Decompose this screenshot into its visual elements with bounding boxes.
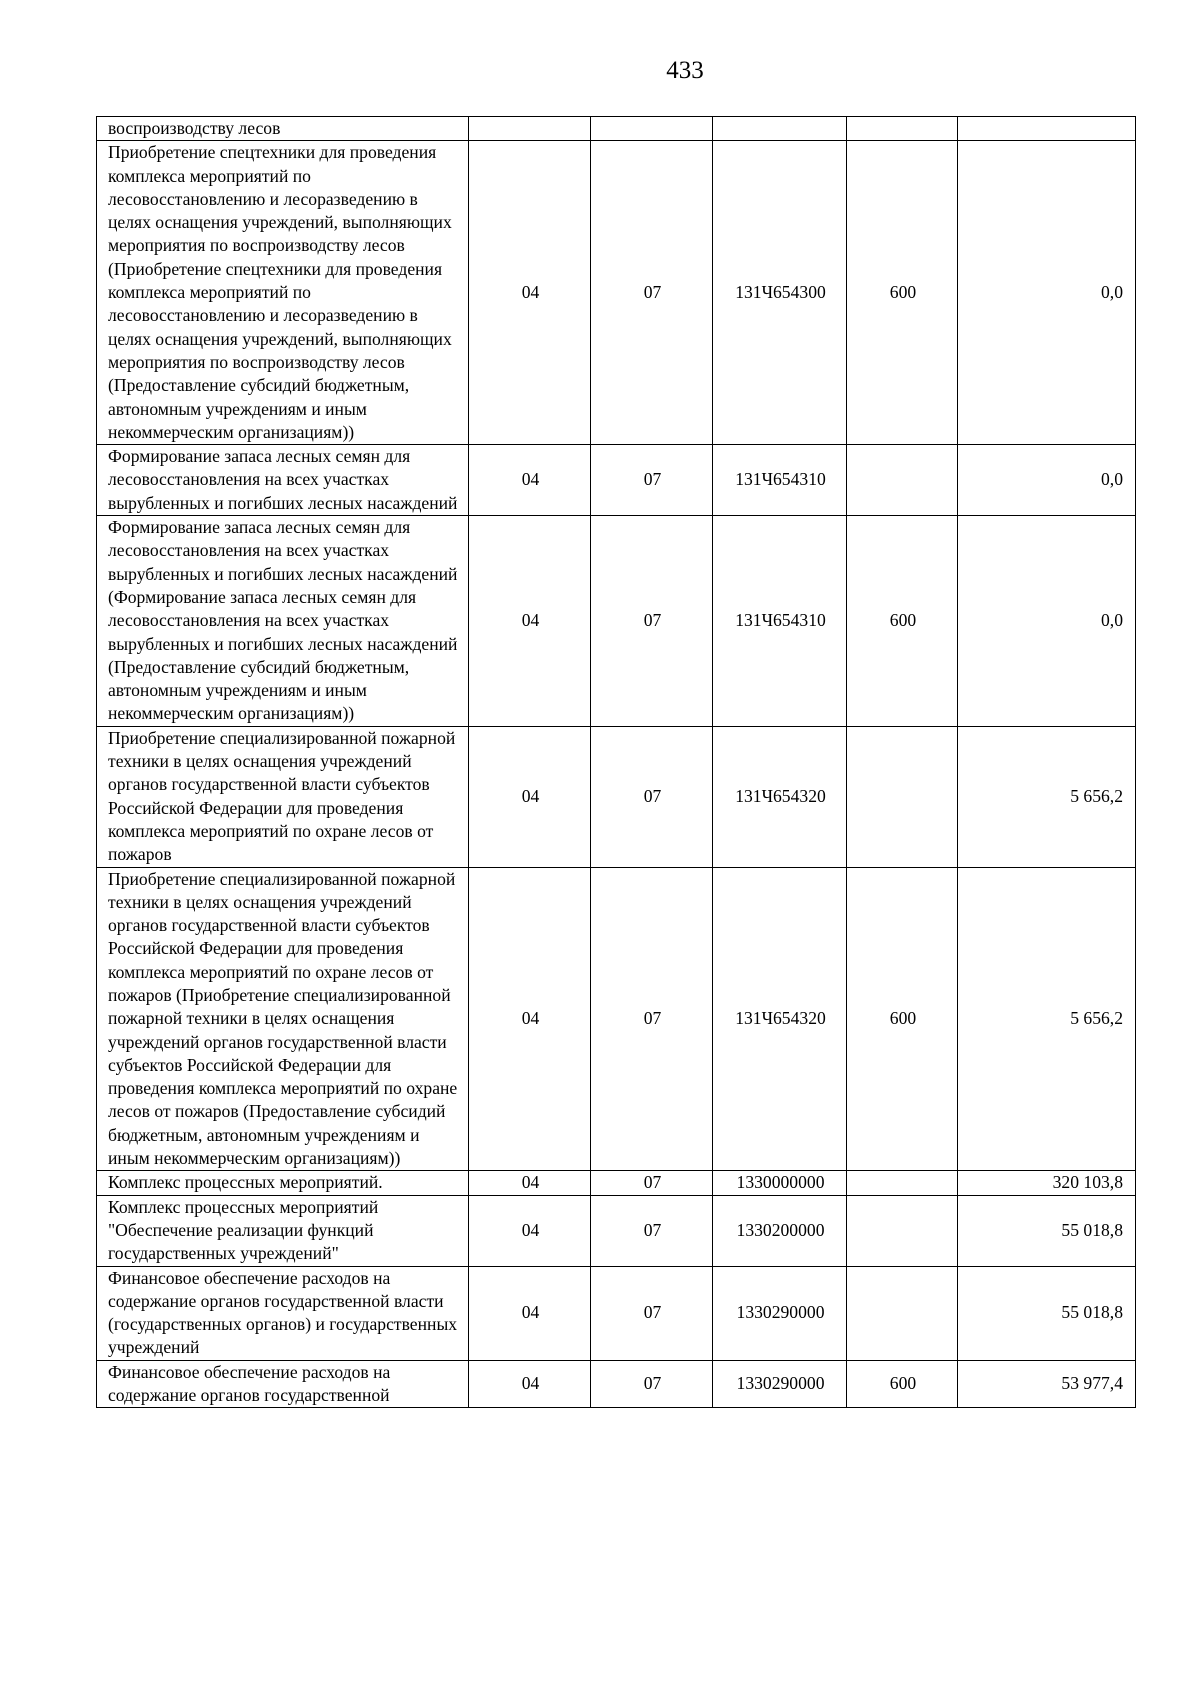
row-razdel: 04 bbox=[469, 867, 591, 1171]
row-amount: 5 656,2 bbox=[958, 867, 1136, 1171]
row-csr: 1330290000 bbox=[713, 1360, 847, 1408]
table-row bbox=[97, 117, 1136, 141]
row-vr: 600 bbox=[847, 516, 958, 727]
table-row bbox=[97, 141, 1136, 445]
row-csr: 1330000000 bbox=[713, 1171, 847, 1195]
row-vr bbox=[847, 1171, 958, 1195]
row-vr: 600 bbox=[847, 867, 958, 1171]
row-amount: 55 018,8 bbox=[958, 1266, 1136, 1360]
row-name: Приобретение специализированной пожарной техники в целях оснащения учреждений органов государственной власти субъектов Российской Федерации для проведения комплекса мероприятий по охране лесов от пожаров (Приобретение специализированной пожарной техники в целях оснащения учреждений органов государственной власти субъектов Российской Федерации для проведения комплекса мероприятий по охране лесов от пожаров (Предоставление субсидий бюджетным, автономным учреждениям и иным некоммерческим организациям)) bbox=[97, 867, 469, 1171]
row-vr bbox=[847, 1266, 958, 1360]
table-row bbox=[97, 726, 1136, 867]
row-csr: 131Ч654310 bbox=[713, 516, 847, 727]
row-name: воспроизводству лесов bbox=[97, 117, 469, 141]
row-csr: 1330200000 bbox=[713, 1195, 847, 1266]
row-podrazdel: 07 bbox=[591, 516, 713, 727]
row-podrazdel bbox=[591, 117, 713, 141]
table-row bbox=[97, 445, 1136, 516]
row-razdel: 04 bbox=[469, 1195, 591, 1266]
row-csr: 131Ч654300 bbox=[713, 141, 847, 445]
row-csr: 131Ч654320 bbox=[713, 867, 847, 1171]
row-name: Финансовое обеспечение расходов на содержание органов государственной bbox=[97, 1360, 469, 1408]
row-vr bbox=[847, 117, 958, 141]
row-csr bbox=[713, 117, 847, 141]
row-razdel: 04 bbox=[469, 1360, 591, 1408]
row-podrazdel: 07 bbox=[591, 1171, 713, 1195]
table-row bbox=[97, 1195, 1136, 1266]
table-row bbox=[97, 516, 1136, 727]
row-razdel: 04 bbox=[469, 726, 591, 867]
row-amount: 0,0 bbox=[958, 141, 1136, 445]
row-vr: 600 bbox=[847, 141, 958, 445]
budget-table bbox=[96, 116, 1136, 1408]
row-razdel: 04 bbox=[469, 1171, 591, 1195]
row-name: Формирование запаса лесных семян для лесовосстановления на всех участках вырубленных и погибших лесных насаждений bbox=[97, 445, 469, 516]
page-number: 433 bbox=[666, 57, 704, 84]
row-razdel: 04 bbox=[469, 445, 591, 516]
table-row bbox=[97, 867, 1136, 1171]
row-name: Приобретение спецтехники для проведения комплекса мероприятий по лесовосстановлению и лесоразведению в целях оснащения учреждений, выполняющих мероприятия по воспроизводству лесов (Приобретение спецтехники для проведения комплекса мероприятий по лесовосстановлению и лесоразведению в целях оснащения учреждений, выполняющих мероприятия по воспроизводству лесов (Предоставление субсидий бюджетным, автономным учреждениям и иным некоммерческим организациям)) bbox=[97, 141, 469, 445]
row-amount: 0,0 bbox=[958, 445, 1136, 516]
row-podrazdel: 07 bbox=[591, 1266, 713, 1360]
row-csr: 1330290000 bbox=[713, 1266, 847, 1360]
row-vr bbox=[847, 445, 958, 516]
row-name: Приобретение специализированной пожарной техники в целях оснащения учреждений органов государственной власти субъектов Российской Федерации для проведения комплекса мероприятий по охране лесов от пожаров bbox=[97, 726, 469, 867]
row-podrazdel: 07 bbox=[591, 1360, 713, 1408]
row-vr: 600 bbox=[847, 1360, 958, 1408]
row-razdel: 04 bbox=[469, 516, 591, 727]
row-vr bbox=[847, 726, 958, 867]
row-razdel bbox=[469, 117, 591, 141]
row-razdel: 04 bbox=[469, 1266, 591, 1360]
row-amount: 0,0 bbox=[958, 516, 1136, 727]
table-row bbox=[97, 1266, 1136, 1360]
row-podrazdel: 07 bbox=[591, 726, 713, 867]
row-razdel: 04 bbox=[469, 141, 591, 445]
row-amount: 320 103,8 bbox=[958, 1171, 1136, 1195]
row-csr: 131Ч654320 bbox=[713, 726, 847, 867]
row-podrazdel: 07 bbox=[591, 445, 713, 516]
row-name: Финансовое обеспечение расходов на содержание органов государственной власти (государственных органов) и государственных учреждений bbox=[97, 1266, 469, 1360]
row-csr: 131Ч654310 bbox=[713, 445, 847, 516]
row-amount: 5 656,2 bbox=[958, 726, 1136, 867]
row-name: Формирование запаса лесных семян для лесовосстановления на всех участках вырубленных и погибших лесных насаждений (Формирование запаса лесных семян для лесовосстановления на всех участках вырубленных и погибших лесных насаждений (Предоставление субсидий бюджетным, автономным учреждениям и иным некоммерческим организациям)) bbox=[97, 516, 469, 727]
table-row bbox=[97, 1171, 1136, 1195]
row-vr bbox=[847, 1195, 958, 1266]
row-podrazdel: 07 bbox=[591, 141, 713, 445]
row-amount bbox=[958, 117, 1136, 141]
table-row bbox=[97, 1360, 1136, 1408]
row-amount: 55 018,8 bbox=[958, 1195, 1136, 1266]
row-name: Комплекс процессных мероприятий. bbox=[97, 1171, 469, 1195]
row-podrazdel: 07 bbox=[591, 867, 713, 1171]
row-amount: 53 977,4 bbox=[958, 1360, 1136, 1408]
row-name: Комплекс процессных мероприятий "Обеспечение реализации функций государственных учреждений" bbox=[97, 1195, 469, 1266]
row-podrazdel: 07 bbox=[591, 1195, 713, 1266]
